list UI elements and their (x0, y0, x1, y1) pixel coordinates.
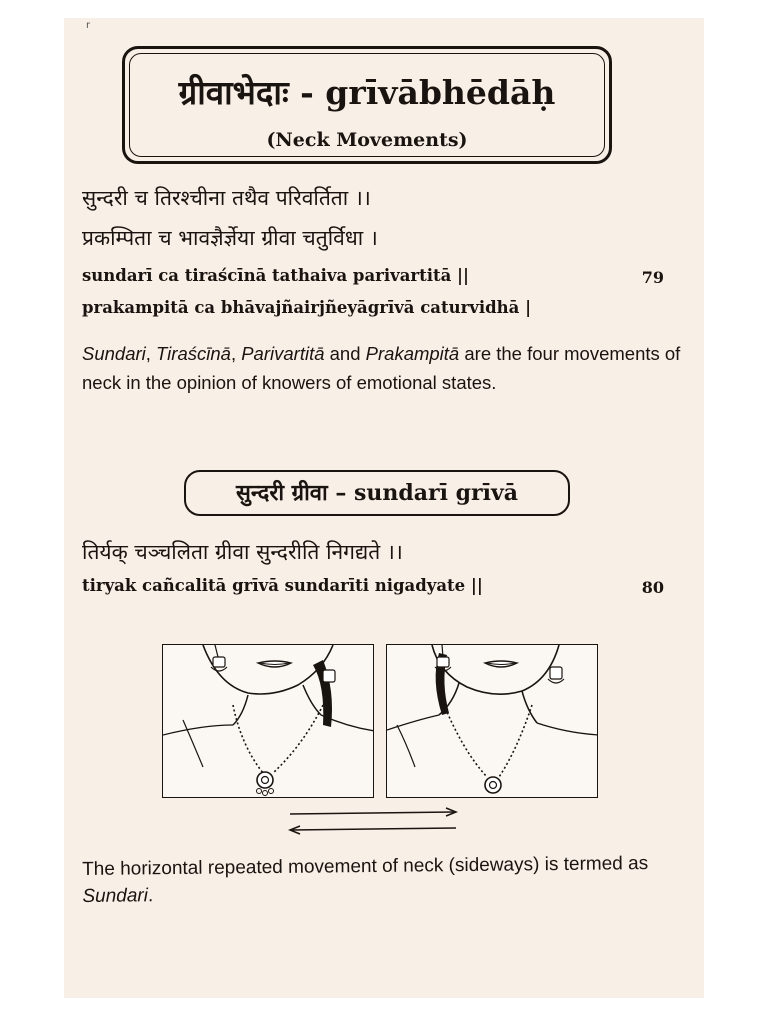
term-prakampita: Prakampitā (365, 343, 460, 364)
direction-arrows (284, 806, 464, 840)
separator: , (230, 343, 242, 364)
explanation-paragraph (82, 339, 682, 397)
page-subtitle: (Neck Movements) (266, 129, 468, 151)
section-heading: सुन्दरी ग्रीवा – sundarī grīvā (184, 470, 570, 516)
page-mark: r (86, 20, 91, 31)
term-tirascina: Tiraścīnā (156, 343, 231, 364)
book-page (64, 18, 704, 998)
caption-term-sundari: Sundari (82, 885, 149, 907)
illustration-neck-right (386, 644, 598, 798)
separator: and (324, 343, 366, 364)
verse79-devanagari-line2: प्रकम्पिता च भावज्ञैर्ज्ञेया ग्रीवा चतुर्विधा । (82, 226, 378, 250)
term-parivartita: Parivartitā (241, 343, 325, 364)
page-title: ग्रीवाभेदाः - grīvābhēdāḥ (178, 73, 556, 112)
verse79-translit-line1: sundarī ca tiraścīnā tathaiva parivartitā || (82, 266, 470, 285)
illustration-neck-left (162, 644, 374, 798)
verse79-translit-line2: prakampitā ca bhāvajñairjñeyāgrīvā caturvidhā | (82, 298, 532, 317)
title-box (122, 46, 612, 164)
arrow-left-icon (290, 826, 456, 834)
verse80-devanagari: तिर्यक् चञ्चलिता ग्रीवा सुन्दरीति निगद्यते ।। (82, 540, 403, 564)
verse80-translit: tiryak cañcalitā grīvā sundarīti nigadyate || (82, 576, 483, 595)
verse-number-79: 79 (641, 268, 664, 287)
paragraph-rest: are the four movements of neck in the opinion of knowers of emotional states. (82, 343, 681, 393)
separator: , (145, 343, 157, 364)
caption-end: . (147, 885, 154, 907)
neck-tilted-left-drawing (163, 645, 374, 798)
term-sundari: Sundari (82, 343, 146, 364)
figure-caption (82, 850, 693, 910)
arrow-right-icon (290, 808, 456, 816)
verse-number-80: 80 (641, 578, 664, 597)
verse79-devanagari-line1: सुन्दरी च तिरश्चीना तथैव परिवर्तिता ।। (82, 186, 371, 210)
caption-text: The horizontal repeated movement of neck (sideways) is termed as (82, 853, 649, 880)
neck-tilted-right-drawing (387, 645, 598, 798)
